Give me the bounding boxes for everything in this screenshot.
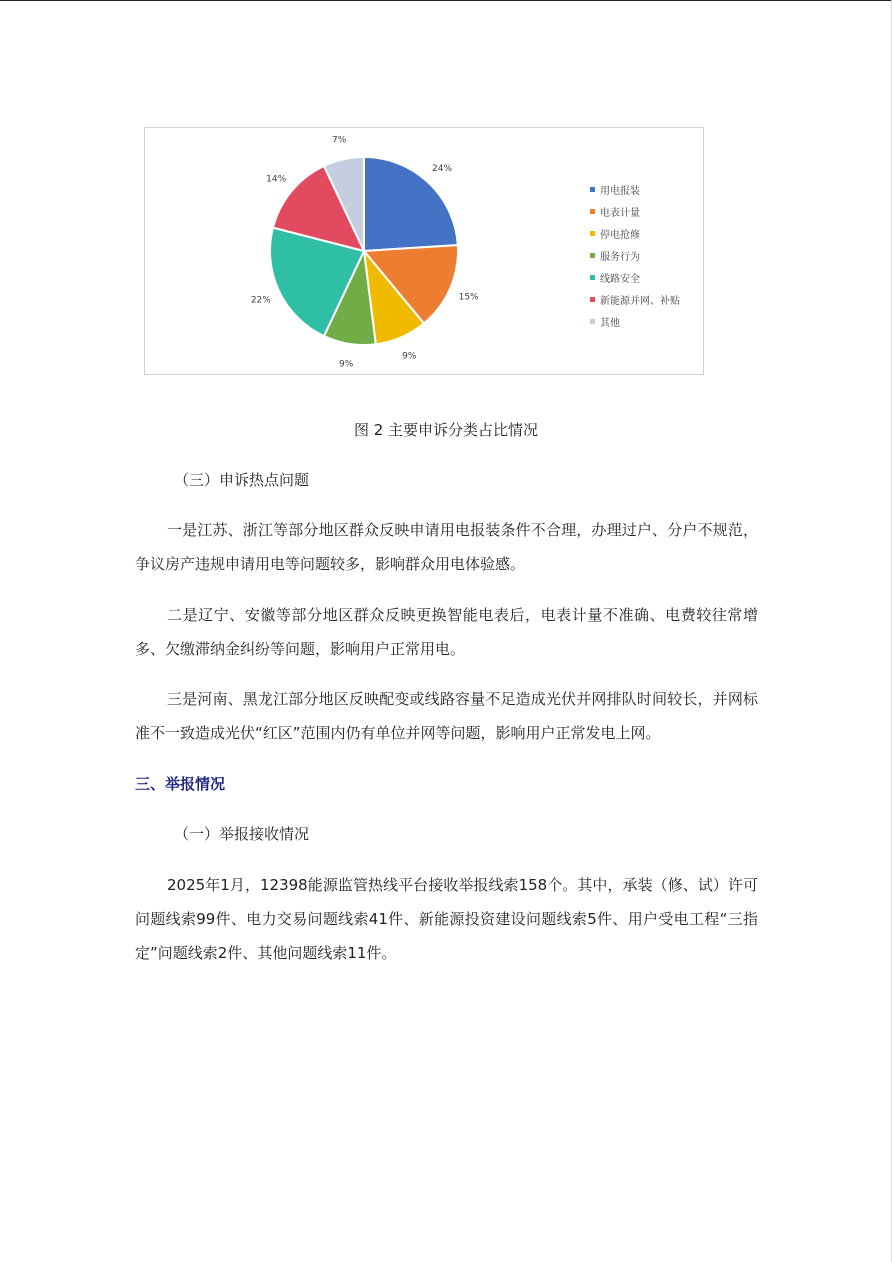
slice-percent-label: 15%: [458, 292, 479, 303]
slice-percent-label: 22%: [250, 295, 271, 306]
legend-swatch: [590, 231, 595, 236]
legend-label: 其他: [600, 317, 620, 329]
top-border: [0, 0, 892, 1]
legend-swatch: [590, 275, 595, 280]
slice-percent-label: 14%: [266, 174, 287, 185]
legend-swatch: [590, 253, 595, 258]
legend-swatch: [590, 319, 595, 324]
pie-chart: [144, 127, 704, 375]
legend-label: 电表计量: [600, 207, 640, 219]
subsection-heading-report-receipt: （一）举报接收情况: [174, 825, 310, 843]
section-heading-reports: 三、举报情况: [135, 775, 226, 793]
slice-percent-label: 9%: [402, 351, 417, 362]
legend-swatch: [590, 187, 595, 192]
legend-label: 服务行为: [600, 251, 640, 263]
paragraph-4: 2025年1月，12398能源监管热线平台接收举报线索158个。其中，承装（修、试）许可问题线索99件、电力交易问题线索41件、新能源投资建设问题线索5件、用户受电工程“三指定”问题线索2件、其他问题线索11件。: [135, 876, 758, 962]
slice-percent-label: 7%: [331, 135, 347, 146]
legend-label: 线路安全: [600, 273, 640, 285]
legend-label: 停电抢修: [600, 229, 640, 241]
paragraph-2: 二是辽宁、安徽等部分地区群众反映更换智能电表后，电表计量不准确、电费较往常增多、欠缴滞纳金纠纷等问题，影响用户正常用电。: [135, 606, 758, 658]
legend-item: [590, 244, 680, 266]
legend-item: [590, 266, 680, 288]
legend-item: [590, 310, 680, 332]
chart-legend: [590, 178, 680, 332]
legend-item: [590, 178, 680, 200]
legend-label: 用电报装: [600, 185, 640, 197]
subsection-heading-complaint-hotspots: （三）申诉热点问题: [174, 471, 310, 489]
legend-item: [590, 288, 680, 310]
figure-caption: 图 2 主要申诉分类占比情况: [353, 421, 539, 439]
legend-label: 新能源并网、补贴: [600, 295, 680, 307]
slice-percent-label: 9%: [339, 359, 354, 370]
legend-swatch: [590, 297, 595, 302]
legend-item: [590, 222, 680, 244]
paragraph-1: 一是江苏、浙江等部分地区群众反映申请用电报装条件不合理，办理过户、分户不规范，争议房产违规申请用电等问题较多，影响群众用电体验感。: [135, 521, 758, 573]
legend-swatch: [590, 209, 595, 214]
legend-item: [590, 200, 680, 222]
slice-percent-label: 24%: [432, 163, 453, 174]
paragraph-3: 三是河南、黑龙江部分地区反映配变或线路容量不足造成光伏并网排队时间较长，并网标准不一致造成光伏“红区”范围内仍有单位并网等问题，影响用户正常发电上网。: [135, 690, 758, 742]
